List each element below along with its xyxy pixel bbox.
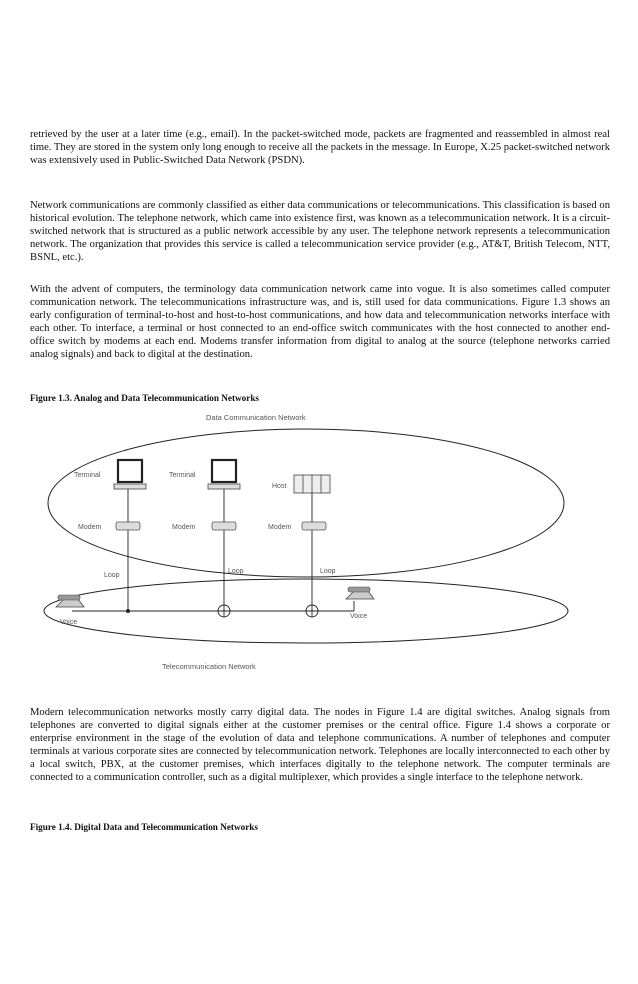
host-label: Host	[272, 483, 287, 490]
terminal-mid-icon	[208, 460, 240, 489]
voice-left-label: Voice	[60, 619, 78, 626]
modem-left-label: Modem	[78, 524, 102, 531]
voice-right-label: Voice	[350, 613, 368, 620]
figure-1-3-caption: Figure 1.3. Analog and Data Telecommunication Networks	[30, 393, 260, 403]
loop-left-label: Loop	[104, 572, 120, 579]
telephone-left-icon	[56, 595, 84, 607]
loop-mid-label: Loop	[228, 568, 244, 575]
paragraph-network-classification: Network communications are commonly classified as either data communications or telecommunications. This classification is based on historical evolution. The telephone network, which came into existence first, was known as a telecommunication network. It is a circuit-switched network that is structured as a public network accessible by any user. The telephone network represents a telecommunication network. The organization that provides this service is called a telecommunication service provider (e.g., AT&T, British Telecom, NTT, BSNL, etc.).	[30, 200, 610, 263]
loop-right-label: Loop	[320, 568, 336, 575]
modem-right-icon	[302, 522, 326, 530]
terminal-left-icon	[114, 460, 146, 489]
modem-mid-label: Modem	[172, 524, 196, 531]
telecom-network-label: Telecommunication Network	[162, 662, 256, 671]
data-network-ellipse	[48, 429, 564, 577]
figure-1-3-diagram	[38, 405, 602, 675]
data-network-label: Data Communication Network	[206, 413, 306, 422]
paragraph-modern-telecom: Modern telecommunication networks mostly carry digital data. The nodes in Figure 1.4 are digital switches. Analog signals from telephones are converted to digital signals either at the customer premises or the central office. Figure 1.4 shows a corporate or enterprise environment in the stage of the evolution of data and telephone communications. A number of telephones and computer terminals at various corporate sites are connected by telecommunication network. Telephones are locally interconnected to each other by a local switch, PBX, at the customer premises, which interfaces digitally to the telephone network. The computer terminals are connected to a communication controller, such as a digital multiplexer, which provides a single interface to the telephone network.	[30, 707, 610, 783]
modem-left-icon	[116, 522, 140, 530]
host-icon	[294, 475, 330, 493]
telephone-right-icon	[346, 587, 374, 599]
modem-mid-icon	[212, 522, 236, 530]
terminal-left-label: Terminal	[74, 472, 101, 479]
paragraph-packet-switching: retrieved by the user at a later time (e.g., email). In the packet-switched mode, packets are fragmented and reassembled in almost real time. They are stored in the system only long enough to receive all the packets in the message. In Europe, X.25 packet-switched network was extensively used in Public-Switched Data Network (PSDN).	[30, 129, 610, 166]
figure-1-4-caption: Figure 1.4. Digital Data and Telecommunication Networks	[30, 822, 258, 832]
terminal-mid-label: Terminal	[169, 472, 196, 479]
paragraph-data-communication: With the advent of computers, the terminology data communication network came into vogue. It is also sometimes called computer communication network. The telecommunications infrastructure was, and is, still used for data communications. Figure 1.3 shows an early configuration of terminal-to-host and host-to-host communications, and how data and telecommunication networks interface with each other. To interface, a terminal or host connected to an end-office switch communicates with the host connected to another end-office switch by modems at each end. Modems transfer information from digital to analog at the source (telephone networks carried analog signals) and back to digital at the destination.	[30, 284, 610, 360]
modem-right-label: Modem	[268, 524, 292, 531]
